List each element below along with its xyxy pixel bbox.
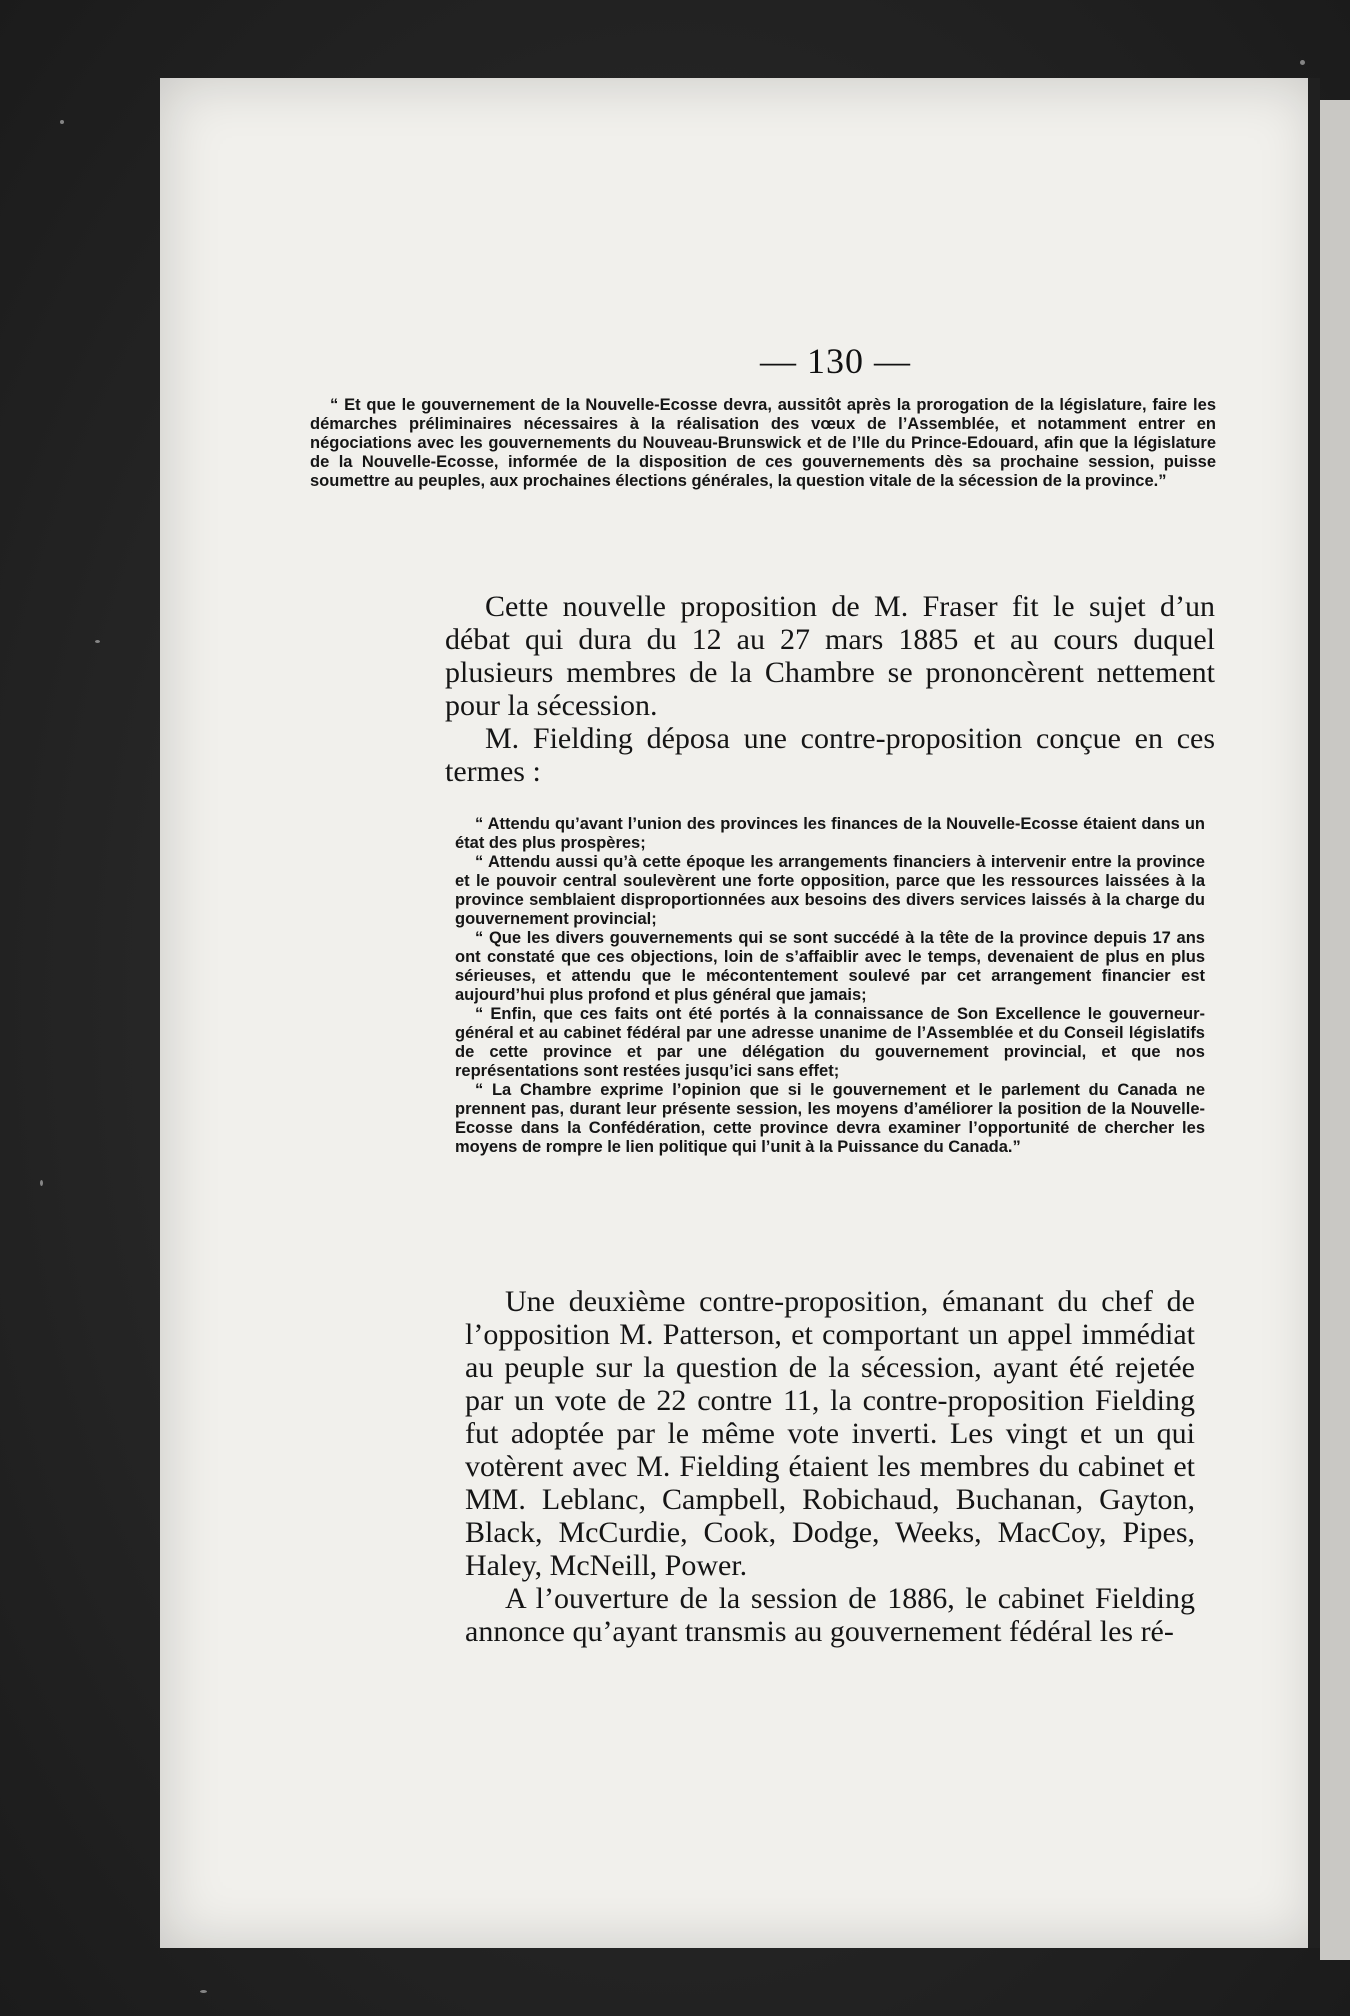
film-speck <box>95 640 100 643</box>
quote-paragraph-4: “ Enfin, que ces faits ont été portés à la connaissance de Son Excellence le gouverneur-général et au cabinet fédéral par une adresse unanime de l’Assemblée et du Conseil législatifs de cette province et par une délégation du gouvernement provincial, et que nos représentations sont restées jusqu’ici sans effet; <box>455 1005 1205 1080</box>
film-speck <box>1300 60 1305 65</box>
body-paragraph-vote: Une deuxième contre-proposition, émanant du chef de l’opposition M. Patterson, et comportant un appel immédiat au peuple sur la question de la sécession, ayant été rejetée par un vote de 22 contre 11, la contre-proposition Fielding fut adoptée par le même vote inverti. Les vingt et un qui votèrent avec M. Fielding étaient les membres du cabinet et MM. Leblanc, Campbell, Robichaud, Buchanan, Gayton, Black, McCurdie, Cook, Dodge, Weeks, MacCoy, Pipes, Haley, McNeill, Power. <box>465 1285 1195 1582</box>
body-section-1 <box>445 590 1215 788</box>
adjacent-page-edge <box>1320 100 1350 1960</box>
film-speck <box>200 1990 207 1993</box>
film-speck <box>40 1180 43 1186</box>
page-number: — 130 — <box>760 341 911 381</box>
film-speck <box>60 120 64 124</box>
quoted-motion-fraser <box>310 396 1216 491</box>
quote-paragraph-1: “ Attendu qu’avant l’union des provinces les finances de la Nouvelle-Ecosse étaient dans un état des plus prospères; <box>455 815 1205 852</box>
quote-paragraph-3: “ Que les divers gouvernements qui se sont succédé à la tête de la province depuis 17 ans ont constaté que ces objections, loin de s’affaiblir avec le temps, devenaient de plus en plus sérieuses, et attendu que le mécontentement soulevé par cet arrangement financier est aujourd’hui plus profond et plus général que jamais; <box>455 929 1205 1004</box>
body-paragraph-debate: Cette nouvelle proposition de M. Fraser fit le sujet d’un débat qui dura du 12 au 27 mars 1885 et au cours duquel plusieurs membres de la Chambre se prononcèrent nettement pour la sécession. <box>445 590 1215 722</box>
page-gutter-shadow <box>1308 78 1320 1948</box>
quote-paragraph-5: “ La Chambre exprime l’opinion que si le gouvernement et le parlement du Canada ne prennent pas, durant leur présente session, les moyens d’améliorer la position de la Nouvelle-Ecosse dans la Confédération, cette province devra examiner l’opportunité de chercher les moyens de rompre le lien politique qui l’unit à la Puissance du Canada.” <box>455 1081 1205 1156</box>
quote-paragraph: “ Et que le gouvernement de la Nouvelle-Ecosse devra, aussitôt après la prorogation de la législature, faire les démarches préliminaires nécessaires à la réalisation des vœux de l’Assemblée, et notamment entrer en négociations avec les gouvernements du Nouveau-Brunswick et de l’Ile du Prince-Edouard, afin que la législature de la Nouvelle-Ecosse, informée de la disposition de ces gouvernements dès sa prochaine session, puisse soumettre au peuples, aux prochaines élections générales, la question vitale de la sécession de la province.” <box>310 396 1216 490</box>
quoted-counter-motion-fielding <box>455 815 1205 1157</box>
quote-paragraph-2: “ Attendu aussi qu’à cette époque les arrangements financiers à intervenir entre la province et le pouvoir central soulevèrent une forte opposition, parce que les ressources laissées à la province semblaient disproportionnées aux besoins des divers services laissés à la charge du gouvernement provincial; <box>455 853 1205 928</box>
body-paragraph-fielding: M. Fielding déposa une contre-proposition conçue en ces termes : <box>445 722 1215 788</box>
body-section-2 <box>465 1285 1195 1648</box>
body-paragraph-session-1886: A l’ouverture de la session de 1886, le cabinet Fielding annonce qu’ayant transmis au gouvernement fédéral les ré- <box>465 1582 1195 1648</box>
